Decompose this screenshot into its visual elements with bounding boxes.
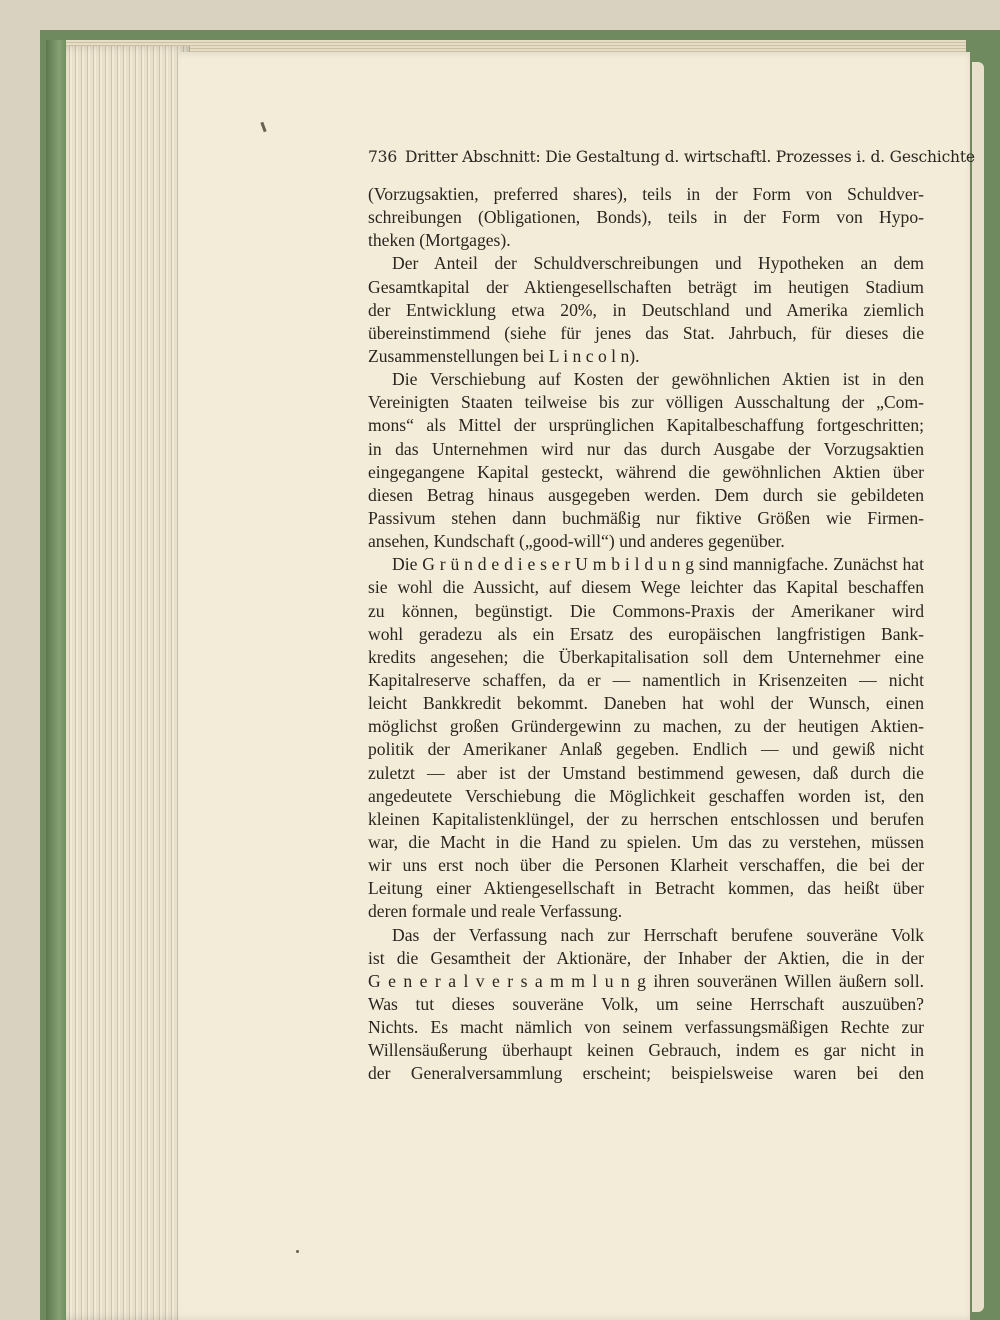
text-line: der Entwicklung etwa 20%, in Deutschland und Amerika ziemlich bbox=[368, 299, 924, 320]
text-line: eingegangene Kapital gesteckt, während die gewöhnlichen Aktien über bbox=[368, 461, 924, 482]
body-text bbox=[368, 183, 924, 1085]
page-number: 736 bbox=[368, 148, 397, 166]
text-line: G e n e r a l v e r s a m m l u n g ihren souveränen Willen äußern soll. bbox=[368, 970, 924, 991]
text-line: ansehen, Kundschaft („good-will“) und anderes gegenüber. bbox=[368, 531, 785, 552]
page-edges-stack bbox=[66, 46, 190, 1320]
text-line: der Generalversammlung erscheint; beispielsweise waren bei den bbox=[368, 1063, 924, 1084]
text-line: zu können, begünstigt. Die Commons-Praxis der Amerikaner wird bbox=[368, 600, 924, 621]
text-line: möglichst großen Gründergewinn zu machen, zu der heutigen Aktien- bbox=[368, 716, 924, 737]
text-line: kleinen Kapitalistenklüngel, der zu herrschen entschlossen und berufen bbox=[368, 808, 924, 829]
running-header bbox=[368, 148, 975, 166]
text-line: deren formale und reale Verfassung. bbox=[368, 901, 623, 922]
text-line: Vereinigten Staaten teilweise bis zur völligen Ausschaltung der „Com- bbox=[368, 392, 924, 413]
text-line: theken (Mortgages). bbox=[368, 230, 511, 251]
text-line: (Vorzugsaktien, preferred shares), teils in der Form von Schuldver- bbox=[368, 184, 924, 204]
next-page-sliver bbox=[972, 62, 984, 1312]
text-line: sie wohl die Aussicht, auf diesem Wege leichter das Kapital beschaffen bbox=[368, 577, 924, 598]
text-line: Zusammenstellungen bei L i n c o l n). bbox=[368, 345, 640, 366]
text-line: ist die Gesamtheit der Aktionäre, der Inhaber der Aktien, die in der bbox=[368, 947, 924, 968]
text-line: Das der Verfassung nach zur Herrschaft berufene souveräne Volk bbox=[392, 924, 924, 945]
text-line: wohl geradezu als ein Ersatz des europäischen langfristigen Bank- bbox=[368, 623, 924, 644]
dot-mark bbox=[296, 1250, 299, 1253]
text-line: Leitung einer Aktiengesellschaft in Betracht kommen, das heißt über bbox=[368, 878, 924, 899]
text-line: Die Verschiebung auf Kosten der gewöhnlichen Aktien ist in den bbox=[392, 369, 924, 390]
text-line: schreibungen (Obligationen, Bonds), teils in der Form von Hypo- bbox=[368, 207, 924, 228]
text-line: zuletzt — aber ist der Umstand bestimmend gewesen, daß durch die bbox=[368, 762, 924, 783]
text-line: Der Anteil der Schuldverschreibungen und Hypotheken an dem bbox=[392, 253, 924, 274]
text-line: Gesamtkapital der Aktiengesellschaften beträgt im heutigen Stadium bbox=[368, 276, 924, 297]
text-line: Nichts. Es macht nämlich von seinem verfassungsmäßigen Rechte zur bbox=[368, 1017, 924, 1038]
cover-spine-edge bbox=[46, 40, 68, 1320]
text-line: politik der Amerikaner Anlaß gegeben. Endlich — und gewiß nicht bbox=[368, 739, 924, 760]
text-line: Passivum stehen dann buchmäßig nur fiktive Größen wie Firmen- bbox=[368, 507, 924, 528]
text-line: Kapitalreserve schaffen, da er — namentlich in Krisenzeiten — nicht bbox=[368, 669, 924, 690]
text-line: übereinstimmend (siehe für jenes das Stat. Jahrbuch, für dieses die bbox=[368, 322, 924, 343]
text-line: Was tut dieses souveräne Volk, um seine Herrschaft auszuüben? bbox=[368, 993, 924, 1014]
text-line: mons“ als Mittel der ursprünglichen Kapitalbeschaffung fortgeschritten; bbox=[368, 415, 924, 436]
text-line: kredits angesehen; die Überkapitalisation soll dem Unternehmer eine bbox=[368, 646, 924, 667]
running-title: Dritter Abschnitt: Die Gestaltung d. wirtschaftl. Prozesses i. d. Geschichte bbox=[405, 148, 975, 166]
text-line: wir uns erst noch über die Personen Klarheit verschaffen, die bei der bbox=[368, 855, 924, 876]
text-line: angedeutete Verschiebung die Möglichkeit geschaffen worden ist, den bbox=[368, 785, 924, 806]
text-line: Willensäußerung überhaupt keinen Gebrauch, indem es gar nicht in bbox=[368, 1040, 924, 1061]
text-line: diesen Betrag hinaus ausgegeben werden. Dem durch sie gebildeten bbox=[368, 484, 924, 505]
text-line: leicht Bankkredit bekommt. Daneben hat wohl der Wunsch, einen bbox=[368, 693, 924, 714]
text-line: in das Unternehmen wird nur das durch Ausgabe der Vorzugsaktien bbox=[368, 438, 924, 459]
text-line: Die G r ü n d e d i e s e r U m b i l d u n g sind mannigfache. Zunächst hat bbox=[392, 554, 924, 575]
text-line: war, die Macht in die Hand zu spielen. Um das zu verstehen, müssen bbox=[368, 831, 924, 852]
